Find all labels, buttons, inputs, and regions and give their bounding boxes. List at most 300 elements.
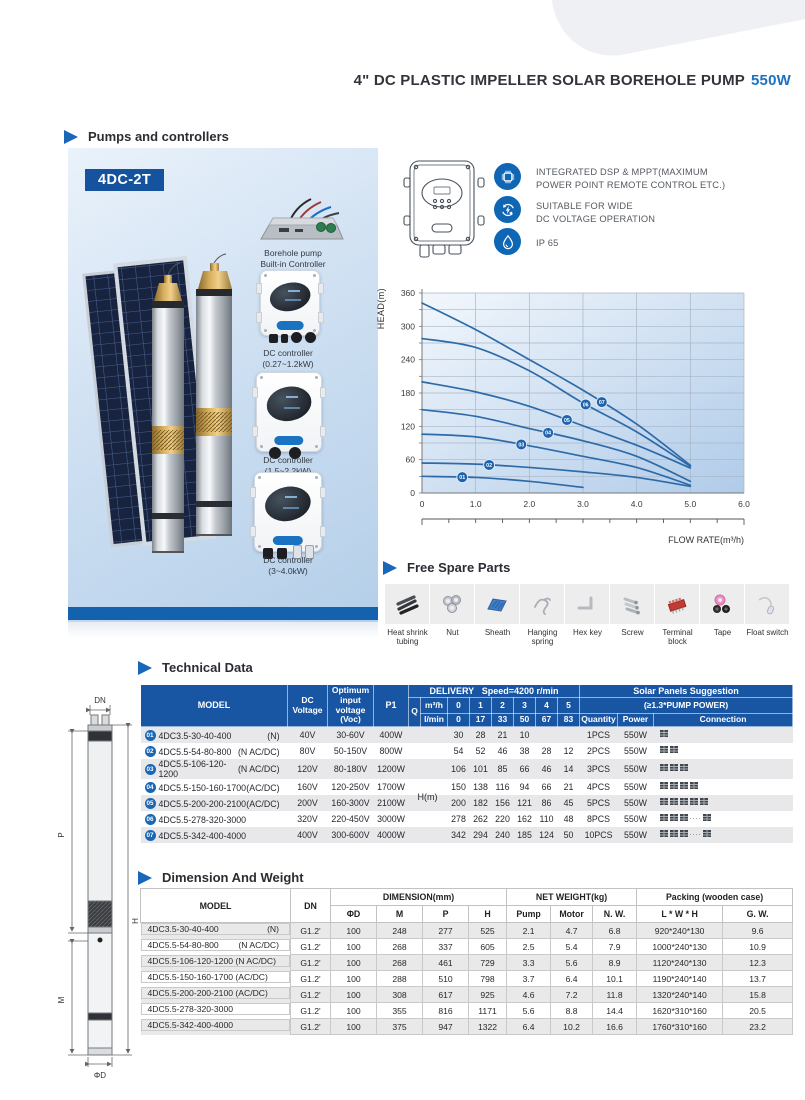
solar-panel-icon xyxy=(680,764,688,771)
svg-text:360: 360 xyxy=(400,288,415,298)
head-value-cell: 124 xyxy=(539,830,554,841)
head-value-cell: 116 xyxy=(495,782,510,793)
table-cell: 11.8 xyxy=(593,987,637,1003)
col-header-dn: DN xyxy=(291,889,331,923)
table-cell: 8PCS xyxy=(587,814,610,825)
table-cell: 2PCS xyxy=(587,746,610,757)
feature-line: IP 65 xyxy=(536,238,559,248)
head-value-cell: 66 xyxy=(519,764,530,775)
head-value-cell: 12 xyxy=(563,746,574,757)
col-header-p1: P1 xyxy=(374,685,409,727)
table-cell: 8.8 xyxy=(551,1003,593,1019)
flow-tick: 33 xyxy=(492,714,514,727)
table-cell: 200V xyxy=(297,798,318,809)
spare-part-label: Nut xyxy=(446,628,459,637)
table-cell: 5.6 xyxy=(551,955,593,971)
table-cell: 947 xyxy=(423,1019,469,1035)
table-cell: 100 xyxy=(331,987,377,1003)
table-cell: 605 xyxy=(469,939,507,955)
col-header-lmin: l/min xyxy=(421,714,448,727)
table-cell: 10.1 xyxy=(593,971,637,987)
table-cell: 1200W xyxy=(377,764,405,775)
dim-label-m: M xyxy=(57,996,66,1004)
technical-table-row xyxy=(141,827,793,843)
hanging-spring-image xyxy=(520,584,564,624)
flow-tick: 2 xyxy=(492,698,514,714)
col-header-pump: Pump xyxy=(507,906,551,923)
table-cell: 268 xyxy=(377,939,423,955)
panel-reflection xyxy=(68,622,378,638)
table-cell: 355 xyxy=(377,1003,423,1019)
section-pumps-and-controllers xyxy=(64,129,229,144)
feature-line: POWER POINT REMOTE CONTROL ETC.) xyxy=(536,179,726,190)
technical-data-table xyxy=(140,684,793,843)
table-cell: 5.4 xyxy=(551,939,593,955)
solar-panel-icon xyxy=(680,814,688,821)
table-cell: 550W xyxy=(624,764,647,775)
spare-part-label: Hanging spring xyxy=(527,628,558,647)
flow-tick: 1 xyxy=(470,698,492,714)
table-cell: 12.3 xyxy=(723,955,793,971)
table-cell: G1.2' xyxy=(291,939,331,955)
svg-text:05: 05 xyxy=(563,417,570,424)
product-showcase-panel xyxy=(68,148,378,622)
panel-connection-cell xyxy=(654,811,793,824)
table-cell: 2.1 xyxy=(507,923,551,939)
solar-panel-icon xyxy=(700,798,708,805)
table-cell: 550W xyxy=(624,814,647,825)
solar-panel-icon xyxy=(660,782,668,789)
feature-text xyxy=(536,166,725,191)
head-value-cell: 52 xyxy=(475,746,486,757)
section-free-spare-parts xyxy=(383,560,510,575)
table-cell: 920*240*130 xyxy=(637,923,723,939)
svg-text:0: 0 xyxy=(419,499,425,509)
col-header-net-weight: NET WEIGHT(kg) xyxy=(507,889,637,906)
section-dimension-and-weight xyxy=(138,870,304,885)
head-value-cell: 86 xyxy=(541,798,552,809)
power-rating: 550W xyxy=(751,72,791,89)
flow-tick: 67 xyxy=(536,714,558,727)
panel-connection-cell xyxy=(654,727,793,740)
table-cell: 308 xyxy=(377,987,423,1003)
table-cell: 1700W xyxy=(377,782,405,793)
ellipsis: .... xyxy=(689,814,702,822)
flow-tick: 3 xyxy=(514,698,536,714)
submersible-pump-left xyxy=(152,263,184,553)
table-cell: G1.2' xyxy=(291,987,331,1003)
table-cell: 8.9 xyxy=(593,955,637,971)
table-cell: 4PCS xyxy=(587,782,610,793)
sheath-image xyxy=(475,584,519,624)
head-value-cell: 182 xyxy=(473,798,488,809)
svg-text:1.0: 1.0 xyxy=(469,499,482,509)
head-unit-spacer xyxy=(409,827,448,843)
table-cell: 6.8 xyxy=(593,923,637,939)
table-cell: 15.8 xyxy=(723,987,793,1003)
table-cell: 160V xyxy=(297,782,318,793)
head-unit-spacer xyxy=(409,759,448,779)
controller-caption xyxy=(228,348,348,370)
table-cell: 3000W xyxy=(377,814,405,825)
col-header-solar-sub: (≥1.3*PUMP POWER) xyxy=(580,698,793,714)
section-title: Technical Data xyxy=(162,660,253,675)
head-value-cell: 240 xyxy=(495,830,510,841)
nut-image xyxy=(430,584,474,624)
svg-text:5.0: 5.0 xyxy=(684,499,697,509)
feature-text xyxy=(536,237,559,250)
panel-connection-cell xyxy=(654,743,793,756)
tape-image xyxy=(700,584,744,624)
spare-part-label: Float switch xyxy=(746,628,789,637)
terminal-block-image xyxy=(655,584,699,624)
dimension-table-row xyxy=(141,1003,793,1019)
table-cell: 268 xyxy=(377,955,423,971)
table-cell: 120-250V xyxy=(331,782,370,793)
model-cell: 4DC5.5-278-320-3000 xyxy=(141,1003,291,1015)
dc-controller-medium-image xyxy=(256,372,322,452)
table-cell: 400V xyxy=(297,830,318,841)
head-value-cell: 185 xyxy=(517,830,532,841)
solar-panels-and-pumps-image xyxy=(80,243,260,573)
spare-part-label: Terminal block xyxy=(662,628,693,647)
head-value-cell: 66 xyxy=(541,782,552,793)
svg-text:07: 07 xyxy=(598,399,605,406)
table-cell: 6.4 xyxy=(551,971,593,987)
spare-parts-row xyxy=(385,584,790,624)
table-cell: 800W xyxy=(379,746,403,757)
solar-panel-icon xyxy=(690,798,698,805)
table-cell: 729 xyxy=(469,955,507,971)
table-cell: 10.2 xyxy=(551,1019,593,1035)
table-cell: 80-180V xyxy=(333,764,368,775)
table-cell: 1620*310*160 xyxy=(637,1003,723,1019)
col-header-packing: Packing (wooden case) xyxy=(637,889,793,906)
head-value-cell xyxy=(536,727,558,744)
table-cell: 461 xyxy=(423,955,469,971)
table-cell: 1760*310*160 xyxy=(637,1019,723,1035)
head-value-cell: 21 xyxy=(497,730,508,741)
section-title: Dimension And Weight xyxy=(162,870,304,885)
table-cell: 617 xyxy=(423,987,469,1003)
col-header-q: Q xyxy=(409,698,421,727)
table-cell: 6.4 xyxy=(507,1019,551,1035)
panel-connection-cell xyxy=(654,827,793,840)
table-cell: 20.5 xyxy=(723,1003,793,1019)
flow-tick: 0 xyxy=(448,698,470,714)
spare-part-label: Screw xyxy=(621,628,644,637)
model-cell: 4DC5.5-342-400-4000 xyxy=(141,1019,291,1031)
head-value-cell: 48 xyxy=(563,814,574,825)
controller-caption xyxy=(233,248,353,270)
head-value-cell: 150 xyxy=(451,782,466,793)
table-cell: 14.4 xyxy=(593,1003,637,1019)
pump-curve-chart xyxy=(372,280,802,560)
table-cell: 1190*240*140 xyxy=(637,971,723,987)
col-header-model: MODEL xyxy=(141,889,291,923)
model-number-badge: 04 xyxy=(146,784,154,792)
col-header-voc: Optimum input voltage (Voc) xyxy=(328,685,374,727)
model-badge: 4DC-2T xyxy=(85,169,164,191)
table-cell: 13.7 xyxy=(723,971,793,987)
col-header-lwh: L * W * H xyxy=(637,906,723,923)
table-cell: 277 xyxy=(423,923,469,939)
section-title: Free Spare Parts xyxy=(407,560,511,575)
table-cell: 2.5 xyxy=(507,939,551,955)
spare-part-label: Hex key xyxy=(573,628,602,637)
solar-panel-icon xyxy=(660,746,668,753)
page-title xyxy=(354,72,791,89)
model-number-badge: 01 xyxy=(146,732,154,740)
solar-panel-icon xyxy=(690,782,698,789)
dimension-table-row xyxy=(141,971,793,987)
model-cell: 01 4DC3.5-30-40-400 (N) xyxy=(146,730,280,741)
head-unit-spacer xyxy=(409,727,448,744)
table-cell: 7.2 xyxy=(551,987,593,1003)
head-value-cell: 101 xyxy=(473,764,488,775)
model-number-badge: 06 xyxy=(146,816,154,824)
model-cell: 4DC3.5-30-40-400 (N) xyxy=(141,923,291,935)
caption-line: Borehole pump xyxy=(264,248,322,258)
borehole-built-in-controller-image xyxy=(251,193,351,245)
caption-line: (0.27~1.2kW) xyxy=(262,359,314,370)
head-value-cell: 262 xyxy=(473,814,488,825)
table-cell: 100 xyxy=(331,923,377,939)
head-value-cell: 110 xyxy=(539,814,554,825)
table-cell: 7.9 xyxy=(593,939,637,955)
mppt-chip-icon xyxy=(494,163,521,190)
table-cell: 100 xyxy=(331,955,377,971)
table-cell: 100 xyxy=(331,971,377,987)
model-cell: 4DC5.5-150-160-1700 (AC/DC) xyxy=(141,971,291,983)
panel-connection-cell xyxy=(654,795,793,808)
col-header-diameter: ΦD xyxy=(331,906,377,923)
table-cell: 288 xyxy=(377,971,423,987)
table-cell: 550W xyxy=(624,730,647,741)
solar-panel-icon xyxy=(670,830,678,837)
table-cell: 5PCS xyxy=(587,798,610,809)
flow-tick: 5 xyxy=(558,698,580,714)
solar-panel-icon xyxy=(670,782,678,789)
delivery-label: DELIVERY xyxy=(429,686,475,696)
table-cell: 4.6 xyxy=(507,987,551,1003)
corner-decoration xyxy=(551,0,805,66)
technical-table-row xyxy=(141,779,793,795)
table-cell: 3.7 xyxy=(507,971,551,987)
table-cell: 400W xyxy=(379,730,403,741)
head-value-cell: 46 xyxy=(541,764,552,775)
table-cell: 1171 xyxy=(469,1003,507,1019)
caption-line: DC controller xyxy=(263,455,313,465)
table-cell: 40V xyxy=(299,730,316,741)
spare-part-label: Heat shrink tubing xyxy=(387,628,428,647)
table-cell: 10PCS xyxy=(584,830,613,841)
dimension-weight-table-wrap xyxy=(140,888,792,1035)
flow-tick: 0 xyxy=(448,714,470,727)
table-cell: 100 xyxy=(331,939,377,955)
feature-line: SUITABLE FOR WIDE xyxy=(536,201,633,211)
model-cell: 4DC5.5-54-80-800 (N AC/DC) xyxy=(141,939,291,951)
model-number-badge: 07 xyxy=(146,832,154,840)
col-header-m: M xyxy=(377,906,423,923)
model-number-badge: 02 xyxy=(146,748,154,756)
table-cell: 120V xyxy=(297,764,318,775)
table-cell: 80V xyxy=(299,746,316,757)
table-cell: 100 xyxy=(331,1019,377,1035)
controller-caption xyxy=(228,555,348,577)
spare-part-label: Sheath xyxy=(484,628,511,637)
page-title-text: 4" DC PLASTIC IMPELLER SOLAR BOREHOLE PUMP xyxy=(353,72,745,89)
solar-panel-icon xyxy=(680,782,688,789)
svg-text:04: 04 xyxy=(545,430,552,437)
svg-text:300: 300 xyxy=(400,321,415,332)
solar-panel-icon xyxy=(660,730,668,737)
head-value-cell: 54 xyxy=(453,746,464,757)
dimension-table-row xyxy=(141,987,793,1003)
table-cell: G1.2' xyxy=(291,955,331,971)
head-value-cell: 28 xyxy=(541,746,552,757)
dim-label-d: ΦD xyxy=(93,1071,107,1080)
head-value-cell: 106 xyxy=(451,764,466,775)
dimension-table-row xyxy=(141,939,793,955)
panel-connection-cell xyxy=(654,761,793,774)
head-value-cell: 14 xyxy=(563,764,574,775)
solar-panel-icon xyxy=(660,764,668,771)
heat-shrink-tubing-image xyxy=(385,584,429,624)
table-cell: 4000W xyxy=(377,830,405,841)
table-cell: 510 xyxy=(423,971,469,987)
ip65-waterproof-icon xyxy=(494,228,521,255)
table-cell: 1000*240*130 xyxy=(637,939,723,955)
solar-panel-icon xyxy=(680,798,688,805)
svg-text:01: 01 xyxy=(459,475,466,482)
model-cell: 4DC5.5-106-120-1200 (N AC/DC) xyxy=(141,955,291,967)
col-header-h: H xyxy=(469,906,507,923)
caption-line: DC controller xyxy=(263,555,313,565)
panel-bottom-bar xyxy=(68,607,378,620)
col-header-power: Power xyxy=(618,714,654,727)
svg-text:FLOW RATE(m³/h): FLOW RATE(m³/h) xyxy=(668,535,744,545)
flow-tick: 4 xyxy=(536,698,558,714)
section-title: Pumps and controllers xyxy=(88,129,229,144)
head-unit-label: H(m) xyxy=(417,792,438,802)
table-cell: 5.6 xyxy=(507,1003,551,1019)
feature-line: DC VOLTAGE OPERATION xyxy=(536,213,656,224)
solar-panel-icon xyxy=(703,830,711,837)
float-switch-image xyxy=(745,584,789,624)
table-cell: 925 xyxy=(469,987,507,1003)
screw-image xyxy=(610,584,654,624)
svg-text:180: 180 xyxy=(400,388,415,398)
head-value-cell: 30 xyxy=(453,730,464,741)
chart-y-axis-label: HEAD(m) xyxy=(376,288,386,330)
svg-text:06: 06 xyxy=(582,402,589,409)
head-value-cell: 278 xyxy=(451,814,466,825)
table-cell: 4.7 xyxy=(551,923,593,939)
col-header-model: MODEL xyxy=(141,685,288,727)
feature-text xyxy=(536,200,655,225)
caption-line: Built-in Controller xyxy=(260,259,326,270)
svg-text:120: 120 xyxy=(400,421,415,432)
svg-text:03: 03 xyxy=(518,442,525,449)
table-cell: 248 xyxy=(377,923,423,939)
spare-part-label: Tape xyxy=(713,628,732,637)
table-cell: G1.2' xyxy=(291,971,331,987)
section-technical-data xyxy=(138,660,253,675)
svg-text:02: 02 xyxy=(486,462,493,469)
solar-panel-icon xyxy=(670,814,678,821)
hex-key-image xyxy=(565,584,609,624)
flow-tick: 83 xyxy=(558,714,580,727)
table-cell: 1320*240*140 xyxy=(637,987,723,1003)
table-cell: G1.2' xyxy=(291,1003,331,1019)
col-header-quantity: Quantity xyxy=(580,714,618,727)
head-value-cell: 10 xyxy=(519,730,530,741)
head-value-cell: 21 xyxy=(563,782,574,793)
svg-text:240: 240 xyxy=(400,354,415,365)
table-cell: 50-150V xyxy=(333,746,368,757)
flow-tick: 50 xyxy=(514,714,536,727)
table-cell: 23.2 xyxy=(723,1019,793,1035)
feature-line: INTEGRATED DSP & MPPT(MAXIMUM xyxy=(536,167,708,177)
head-value-cell: 50 xyxy=(563,830,574,841)
col-header-delivery xyxy=(409,685,580,698)
col-header-solar-title: Solar Panels Suggestion xyxy=(580,685,793,698)
technical-table-row xyxy=(141,759,793,779)
solar-panel-icon xyxy=(680,830,688,837)
table-cell: 337 xyxy=(423,939,469,955)
model-cell: 03 4DC5.5-106-120-1200 (N AC/DC) xyxy=(146,759,280,780)
model-cell: 04 4DC5.5-150-160-1700 (AC/DC) xyxy=(146,782,280,793)
caption-line: DC controller xyxy=(263,348,313,358)
table-cell: 220-450V xyxy=(331,814,370,825)
svg-text:2.0: 2.0 xyxy=(523,499,536,509)
dimension-table-row xyxy=(141,923,793,939)
head-value-cell: 200 xyxy=(451,798,466,809)
table-cell: 550W xyxy=(624,746,647,757)
model-cell: 02 4DC5.5-54-80-800 (N AC/DC) xyxy=(146,746,280,757)
head-value-cell: 138 xyxy=(473,782,488,793)
table-cell: 3PCS xyxy=(587,764,610,775)
triangle-bullet-icon xyxy=(383,561,397,575)
dim-label-dn: DN xyxy=(94,696,106,705)
svg-text:3.0: 3.0 xyxy=(577,499,589,509)
head-unit-spacer xyxy=(409,811,448,827)
model-cell: 07 4DC5.5-342-400-4000 xyxy=(146,830,247,841)
col-header-m3h: m³/h xyxy=(421,698,448,714)
head-value-cell: 294 xyxy=(473,830,488,841)
table-cell: 16.6 xyxy=(593,1019,637,1035)
technical-table-row xyxy=(141,811,793,827)
head-value-cell xyxy=(558,727,580,744)
solar-panel-icon xyxy=(703,814,711,821)
table-cell: 1322 xyxy=(469,1019,507,1035)
head-value-cell: 162 xyxy=(517,814,532,825)
col-header-motor: Motor xyxy=(551,906,593,923)
solar-panel-icon xyxy=(660,814,668,821)
table-cell: 30-60V xyxy=(336,730,365,741)
table-cell: 375 xyxy=(377,1019,423,1035)
table-cell: 2100W xyxy=(377,798,405,809)
dim-label-h: H xyxy=(131,918,140,924)
table-cell: 1120*240*130 xyxy=(637,955,723,971)
dimension-weight-table xyxy=(140,888,793,1035)
model-cell: 06 4DC5.5-278-320-3000 xyxy=(146,814,247,825)
table-cell: 3.3 xyxy=(507,955,551,971)
solar-panel-icon xyxy=(670,764,678,771)
table-cell: G1.2' xyxy=(291,1019,331,1035)
ellipsis: .... xyxy=(689,830,702,838)
